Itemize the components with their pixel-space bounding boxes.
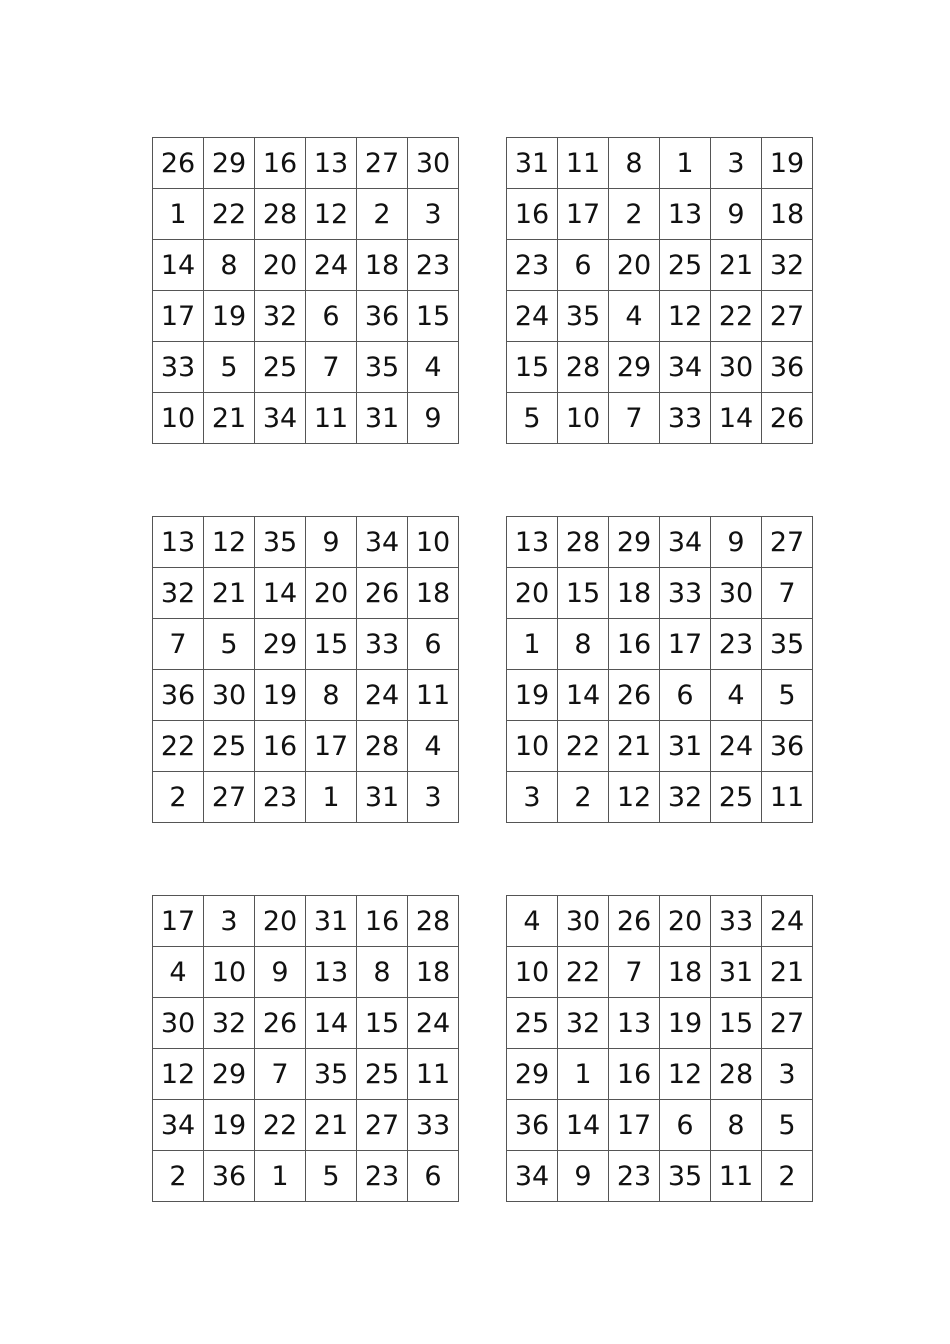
grid-cell: 25 — [660, 240, 711, 291]
grid-cell: 3 — [762, 1049, 813, 1100]
grid-cell: 15 — [507, 342, 558, 393]
grid-cell: 8 — [609, 138, 660, 189]
grid-cell: 25 — [255, 342, 306, 393]
grid-cell: 28 — [255, 189, 306, 240]
grid-cell: 11 — [408, 670, 459, 721]
grid-cell: 4 — [711, 670, 762, 721]
grid-cell: 27 — [762, 998, 813, 1049]
number-grid-5 — [152, 895, 459, 1202]
grid-cell: 19 — [255, 670, 306, 721]
grid-cell: 18 — [357, 240, 408, 291]
grid-cell: 28 — [408, 896, 459, 947]
grid-cell: 9 — [558, 1151, 609, 1202]
grid-cell: 27 — [357, 1100, 408, 1151]
grid-cell: 13 — [306, 947, 357, 998]
grid-cell: 3 — [408, 189, 459, 240]
grid-cell: 7 — [306, 342, 357, 393]
grid-cell: 31 — [507, 138, 558, 189]
grid-cell: 10 — [558, 393, 609, 444]
grid-cell: 12 — [306, 189, 357, 240]
grid-cell: 17 — [153, 896, 204, 947]
grid-cell: 16 — [507, 189, 558, 240]
grid-cell: 31 — [660, 721, 711, 772]
grid-cell: 15 — [711, 998, 762, 1049]
grid-cell: 22 — [558, 947, 609, 998]
grid-cell: 1 — [558, 1049, 609, 1100]
grid-cell: 8 — [204, 240, 255, 291]
grid-cell: 34 — [255, 393, 306, 444]
grid-cell: 13 — [660, 189, 711, 240]
grid-cell: 1 — [507, 619, 558, 670]
grid-cell: 19 — [507, 670, 558, 721]
grid-row — [153, 896, 459, 947]
number-grid-4 — [506, 516, 813, 823]
grid-cell: 10 — [153, 393, 204, 444]
grid-cell: 2 — [762, 1151, 813, 1202]
grid-cell: 12 — [660, 1049, 711, 1100]
grid-cell: 17 — [609, 1100, 660, 1151]
grid-cell: 16 — [255, 721, 306, 772]
grid-cell: 11 — [711, 1151, 762, 1202]
grid-row — [507, 189, 813, 240]
grid-row — [507, 517, 813, 568]
grid-cell: 7 — [609, 393, 660, 444]
grid-cell: 26 — [255, 998, 306, 1049]
grid-cell: 20 — [609, 240, 660, 291]
grid-cell: 1 — [660, 138, 711, 189]
grid-cell: 26 — [609, 670, 660, 721]
grid-cell: 36 — [153, 670, 204, 721]
grid-row — [153, 619, 459, 670]
grid-cell: 6 — [660, 1100, 711, 1151]
grid-cell: 31 — [357, 772, 408, 823]
grid-cell: 21 — [306, 1100, 357, 1151]
grid-row — [153, 138, 459, 189]
grid-cell: 23 — [255, 772, 306, 823]
grid-cell: 33 — [357, 619, 408, 670]
grid-cell: 21 — [762, 947, 813, 998]
grid-cell: 26 — [357, 568, 408, 619]
grid-cell: 11 — [306, 393, 357, 444]
grid-cell: 16 — [609, 1049, 660, 1100]
grid-cell: 8 — [711, 1100, 762, 1151]
grid-cell: 21 — [609, 721, 660, 772]
grid-cell: 23 — [609, 1151, 660, 1202]
grid-cell: 18 — [660, 947, 711, 998]
grid-cell: 1 — [153, 189, 204, 240]
grid-row — [507, 240, 813, 291]
grid-cell: 35 — [306, 1049, 357, 1100]
grid-cell: 10 — [507, 721, 558, 772]
grid-cell: 6 — [306, 291, 357, 342]
grid-cell: 28 — [558, 342, 609, 393]
grid-cell: 4 — [507, 896, 558, 947]
grid-cell: 22 — [711, 291, 762, 342]
grid-cell: 6 — [660, 670, 711, 721]
grid-cell: 25 — [204, 721, 255, 772]
grid-cell: 21 — [711, 240, 762, 291]
grid-row — [507, 998, 813, 1049]
grid-row — [507, 772, 813, 823]
grid-row — [153, 670, 459, 721]
grid-cell: 5 — [762, 1100, 813, 1151]
grid-cell: 18 — [609, 568, 660, 619]
grid-cell: 24 — [408, 998, 459, 1049]
grid-row — [507, 342, 813, 393]
grid-cell: 26 — [609, 896, 660, 947]
grid-cell: 36 — [357, 291, 408, 342]
grid-cell: 18 — [762, 189, 813, 240]
grid-cell: 14 — [711, 393, 762, 444]
grid-cell: 2 — [558, 772, 609, 823]
grid-cell: 27 — [357, 138, 408, 189]
grid-row — [153, 1151, 459, 1202]
grid-cell: 15 — [408, 291, 459, 342]
grid-cell: 17 — [558, 189, 609, 240]
grid-cell: 18 — [408, 568, 459, 619]
grid-row — [153, 189, 459, 240]
grid-cell: 14 — [558, 670, 609, 721]
grid-cell: 15 — [306, 619, 357, 670]
grid-cell: 8 — [357, 947, 408, 998]
grid-row — [507, 138, 813, 189]
grid-cell: 5 — [204, 342, 255, 393]
grid-cell: 23 — [408, 240, 459, 291]
grid-cell: 19 — [204, 1100, 255, 1151]
grid-cell: 22 — [255, 1100, 306, 1151]
grid-cell: 27 — [204, 772, 255, 823]
grid-cell: 2 — [153, 772, 204, 823]
grid-cell: 29 — [609, 342, 660, 393]
grid-cell: 3 — [408, 772, 459, 823]
grid-cell: 23 — [507, 240, 558, 291]
grid-cell: 11 — [408, 1049, 459, 1100]
grid-cell: 5 — [762, 670, 813, 721]
grid-cell: 12 — [609, 772, 660, 823]
grid-cell: 34 — [660, 342, 711, 393]
grid-cell: 26 — [153, 138, 204, 189]
grid-cell: 20 — [507, 568, 558, 619]
grid-cell: 4 — [408, 721, 459, 772]
grid-cell: 21 — [204, 568, 255, 619]
grid-cell: 14 — [558, 1100, 609, 1151]
grid-cell: 32 — [762, 240, 813, 291]
grid-cell: 30 — [204, 670, 255, 721]
grid-cell: 20 — [255, 240, 306, 291]
grid-cell: 32 — [558, 998, 609, 1049]
grid-cell: 5 — [507, 393, 558, 444]
grid-cell: 25 — [711, 772, 762, 823]
grid-cell: 5 — [204, 619, 255, 670]
grid-cell: 6 — [558, 240, 609, 291]
grid-cell: 10 — [408, 517, 459, 568]
grid-cell: 20 — [255, 896, 306, 947]
grid-cell: 30 — [711, 342, 762, 393]
grid-cell: 22 — [153, 721, 204, 772]
grid-cell: 34 — [153, 1100, 204, 1151]
grid-cell: 33 — [153, 342, 204, 393]
grid-row — [153, 568, 459, 619]
grid-cell: 2 — [153, 1151, 204, 1202]
grid-cell: 26 — [762, 393, 813, 444]
grid-cell: 12 — [204, 517, 255, 568]
grid-cell: 9 — [711, 517, 762, 568]
grid-row — [507, 947, 813, 998]
grid-cell: 15 — [357, 998, 408, 1049]
grid-row — [153, 721, 459, 772]
grid-cell: 23 — [711, 619, 762, 670]
grid-cell: 30 — [558, 896, 609, 947]
grid-cell: 2 — [357, 189, 408, 240]
grid-cell: 29 — [507, 1049, 558, 1100]
grid-cell: 17 — [306, 721, 357, 772]
grid-cell: 32 — [660, 772, 711, 823]
grid-cell: 35 — [558, 291, 609, 342]
grid-cell: 24 — [357, 670, 408, 721]
number-grid-1 — [152, 137, 459, 444]
grid-cell: 14 — [153, 240, 204, 291]
grid-row — [153, 342, 459, 393]
grid-row — [507, 291, 813, 342]
grid-cell: 6 — [408, 619, 459, 670]
grid-cell: 24 — [711, 721, 762, 772]
grid-cell: 28 — [711, 1049, 762, 1100]
grid-cell: 13 — [306, 138, 357, 189]
grid-cell: 8 — [558, 619, 609, 670]
grid-cell: 16 — [357, 896, 408, 947]
grid-cell: 12 — [153, 1049, 204, 1100]
grid-cell: 17 — [153, 291, 204, 342]
grid-row — [507, 721, 813, 772]
grid-cell: 7 — [762, 568, 813, 619]
grid-cell: 22 — [558, 721, 609, 772]
grid-cell: 32 — [153, 568, 204, 619]
grid-cell: 28 — [357, 721, 408, 772]
grid-cell: 9 — [255, 947, 306, 998]
number-grid-3 — [152, 516, 459, 823]
grid-cell: 11 — [762, 772, 813, 823]
grid-cell: 25 — [507, 998, 558, 1049]
grid-cell: 14 — [255, 568, 306, 619]
grid-cell: 4 — [609, 291, 660, 342]
grid-row — [153, 291, 459, 342]
grid-cell: 35 — [357, 342, 408, 393]
grid-row — [507, 670, 813, 721]
grid-cell: 28 — [558, 517, 609, 568]
grid-cell: 7 — [255, 1049, 306, 1100]
grid-row — [507, 619, 813, 670]
grid-cell: 27 — [762, 291, 813, 342]
grid-cell: 22 — [204, 189, 255, 240]
grid-cell: 16 — [255, 138, 306, 189]
grid-cell: 10 — [507, 947, 558, 998]
grid-cell: 9 — [711, 189, 762, 240]
grid-row — [507, 393, 813, 444]
grid-row — [507, 1151, 813, 1202]
grid-cell: 35 — [255, 517, 306, 568]
grid-cell: 31 — [306, 896, 357, 947]
grid-cell: 29 — [204, 138, 255, 189]
grid-cell: 3 — [711, 138, 762, 189]
grid-cell: 13 — [153, 517, 204, 568]
grid-row — [507, 568, 813, 619]
grid-row — [507, 1100, 813, 1151]
grid-cell: 31 — [357, 393, 408, 444]
grid-cell: 30 — [153, 998, 204, 1049]
grid-cell: 4 — [408, 342, 459, 393]
grid-cell: 13 — [507, 517, 558, 568]
grid-cell: 34 — [507, 1151, 558, 1202]
grid-cell: 13 — [609, 998, 660, 1049]
grid-cell: 29 — [255, 619, 306, 670]
grid-row — [153, 1049, 459, 1100]
grid-cell: 11 — [558, 138, 609, 189]
grid-cell: 24 — [507, 291, 558, 342]
grid-cell: 35 — [660, 1151, 711, 1202]
grid-cell: 14 — [306, 998, 357, 1049]
grid-cell: 5 — [306, 1151, 357, 1202]
grid-cell: 36 — [762, 721, 813, 772]
grid-cell: 33 — [660, 568, 711, 619]
grid-cell: 8 — [306, 670, 357, 721]
grid-row — [153, 998, 459, 1049]
grid-cell: 33 — [660, 393, 711, 444]
grid-cell: 33 — [408, 1100, 459, 1151]
grid-cell: 29 — [609, 517, 660, 568]
grid-row — [153, 517, 459, 568]
grid-cell: 3 — [507, 772, 558, 823]
grid-cell: 21 — [204, 393, 255, 444]
grid-cell: 12 — [660, 291, 711, 342]
grid-cell: 7 — [609, 947, 660, 998]
grid-cell: 32 — [204, 998, 255, 1049]
grid-cell: 36 — [507, 1100, 558, 1151]
number-grid-2 — [506, 137, 813, 444]
grid-cell: 19 — [204, 291, 255, 342]
grid-cell: 36 — [204, 1151, 255, 1202]
grid-cell: 7 — [153, 619, 204, 670]
grid-cell: 17 — [660, 619, 711, 670]
grid-cell: 18 — [408, 947, 459, 998]
grid-row — [153, 947, 459, 998]
grid-cell: 20 — [660, 896, 711, 947]
grid-row — [507, 896, 813, 947]
grid-cell: 27 — [762, 517, 813, 568]
grid-cell: 32 — [255, 291, 306, 342]
grid-cell: 19 — [660, 998, 711, 1049]
grid-cell: 23 — [357, 1151, 408, 1202]
grid-row — [153, 393, 459, 444]
grid-cell: 29 — [204, 1049, 255, 1100]
grid-cell: 34 — [660, 517, 711, 568]
grid-cell: 35 — [762, 619, 813, 670]
grid-cell: 20 — [306, 568, 357, 619]
grid-cell: 15 — [558, 568, 609, 619]
grid-cell: 10 — [204, 947, 255, 998]
grid-cell: 9 — [408, 393, 459, 444]
grid-cell: 30 — [711, 568, 762, 619]
grid-row — [153, 1100, 459, 1151]
grid-row — [153, 240, 459, 291]
grid-row — [153, 772, 459, 823]
grid-cell: 16 — [609, 619, 660, 670]
grid-cell: 33 — [711, 896, 762, 947]
grid-cell: 34 — [357, 517, 408, 568]
grid-cell: 1 — [255, 1151, 306, 1202]
grid-cell: 24 — [306, 240, 357, 291]
number-grid-6 — [506, 895, 813, 1202]
grid-cell: 31 — [711, 947, 762, 998]
grid-cell: 2 — [609, 189, 660, 240]
grid-cell: 19 — [762, 138, 813, 189]
grid-cell: 25 — [357, 1049, 408, 1100]
grid-cell: 4 — [153, 947, 204, 998]
grid-cell: 9 — [306, 517, 357, 568]
grid-cell: 3 — [204, 896, 255, 947]
grid-cell: 30 — [408, 138, 459, 189]
grid-row — [507, 1049, 813, 1100]
grid-cell: 1 — [306, 772, 357, 823]
grid-cell: 6 — [408, 1151, 459, 1202]
grid-cell: 24 — [762, 896, 813, 947]
grid-cell: 36 — [762, 342, 813, 393]
